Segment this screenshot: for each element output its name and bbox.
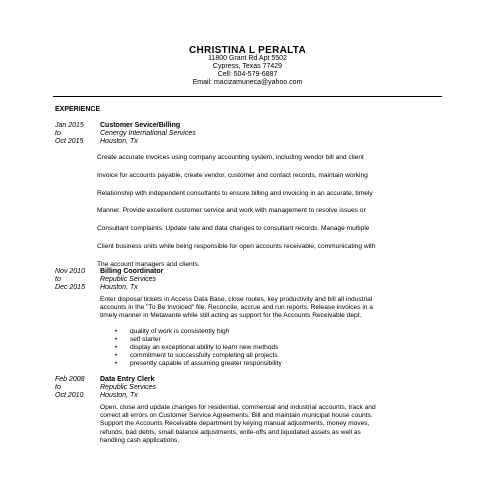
job-3-line: correct all errors on Customer Service Agreements. Bill and maintain municipal house counts. bbox=[100, 412, 373, 420]
job-1-title: Customer Sevice/Billing bbox=[100, 122, 181, 129]
header-divider bbox=[53, 96, 442, 97]
job-2-line: timely manner in Metavante while still acting as support for the Accounts Receivable dept. bbox=[100, 312, 362, 320]
address-line-1: 11800 Grant Rd Apt 5502 bbox=[208, 55, 287, 62]
section-title-experience: EXPERIENCE bbox=[55, 106, 101, 113]
resume-name: CHRISTINA L PERALTA bbox=[189, 45, 306, 56]
job-1-to-word: to bbox=[55, 130, 61, 137]
job-3-dates bbox=[55, 376, 85, 400]
job-2-header bbox=[100, 268, 163, 292]
job-2-to-word: to bbox=[55, 276, 61, 283]
job-2-to: Dec 2015 bbox=[55, 284, 85, 291]
job-2-line: Enter disposal tickets in Access Data Base, close routes, key productivity and bill all industrial bbox=[100, 296, 373, 303]
job-3-description bbox=[100, 404, 376, 445]
job-1-line: Manner. Provide excellent customer service and work with management to resolve issues or bbox=[97, 207, 366, 215]
job-1-line: The account managers and clients. bbox=[97, 260, 200, 268]
job-1-header bbox=[100, 122, 196, 146]
job-1-dates bbox=[55, 122, 84, 146]
job-1-line: Invoice for accounts payable, create vendor, customer and contact records, maintain working bbox=[97, 171, 368, 179]
cell-phone: Cell: 504-579-6887 bbox=[217, 71, 278, 78]
job-3-header bbox=[100, 376, 156, 400]
job-1-line: Create accurate invoices using company accounting system, including vendor bill and client bbox=[97, 154, 364, 161]
job-1-line: Relationship with independent consultants to ensure billing and invoicing in an accurate, timely bbox=[97, 189, 373, 197]
job-3-company: Republic Services bbox=[100, 384, 157, 391]
job-2-company: Republic Services bbox=[100, 276, 157, 283]
bullet-item: • presently capable of assuming greater responsibility bbox=[115, 360, 282, 368]
job-3-line: Open, close and update changes for residential, commercial and industrial accounts, track and bbox=[100, 404, 376, 411]
address-line-2: Cypress, Texas 77429 bbox=[212, 63, 283, 70]
job-3-line: refunds, bad debts, small balance adjustments, write-offs and liquidated assets as well as bbox=[100, 428, 361, 436]
bullet-item: • quality of work is consistently high bbox=[115, 328, 282, 336]
job-2-bullet-list bbox=[115, 328, 282, 368]
job-1-location: Houston, Tx bbox=[100, 138, 138, 145]
bullet-item: • self starter bbox=[115, 336, 282, 344]
job-2-title: Billing Coordinator bbox=[100, 268, 164, 275]
job-3-line: Support the Accounts Receivable department by keying manual adjustments, money moves, bbox=[100, 420, 370, 428]
job-1-line: Client business units while being responsible for open accounts receivable, communicating with bbox=[97, 242, 376, 250]
job-1-description bbox=[97, 149, 376, 274]
job-2-line: accounts in the "To Be Invoiced" file. Reconcile, accrue and run reports. Release invoices in a bbox=[100, 304, 373, 312]
job-3-location: Houston, Tx bbox=[100, 392, 138, 399]
job-3-title: Data Entry Clerk bbox=[100, 376, 155, 383]
job-1-from: Jan 2015 bbox=[55, 122, 84, 129]
bullet-item: • display an exceptional ability to learn new methods bbox=[115, 344, 282, 352]
job-3-from: Feb 2008 bbox=[55, 376, 85, 383]
email: Email: macizamuneca@yahoo.com bbox=[192, 79, 303, 86]
bullet-item: • commitment to successfully completing all projects bbox=[115, 352, 282, 360]
job-2-from: Nov 2010 bbox=[55, 268, 85, 275]
job-3-line: handling cash applications. bbox=[100, 436, 180, 444]
job-2-location: Houston, Tx bbox=[100, 284, 138, 291]
job-1-to: Oct 2015 bbox=[55, 138, 84, 145]
job-1-line: Consultant complaints. Update rate and data changes to consultant records. Manage multiple bbox=[97, 225, 370, 233]
job-3-to: Oct 2010 bbox=[55, 392, 84, 399]
job-1-company: Cenergy International Services bbox=[100, 130, 196, 137]
job-2-description bbox=[100, 296, 373, 321]
job-2-dates bbox=[55, 268, 85, 292]
job-3-to-word: to bbox=[55, 384, 61, 391]
